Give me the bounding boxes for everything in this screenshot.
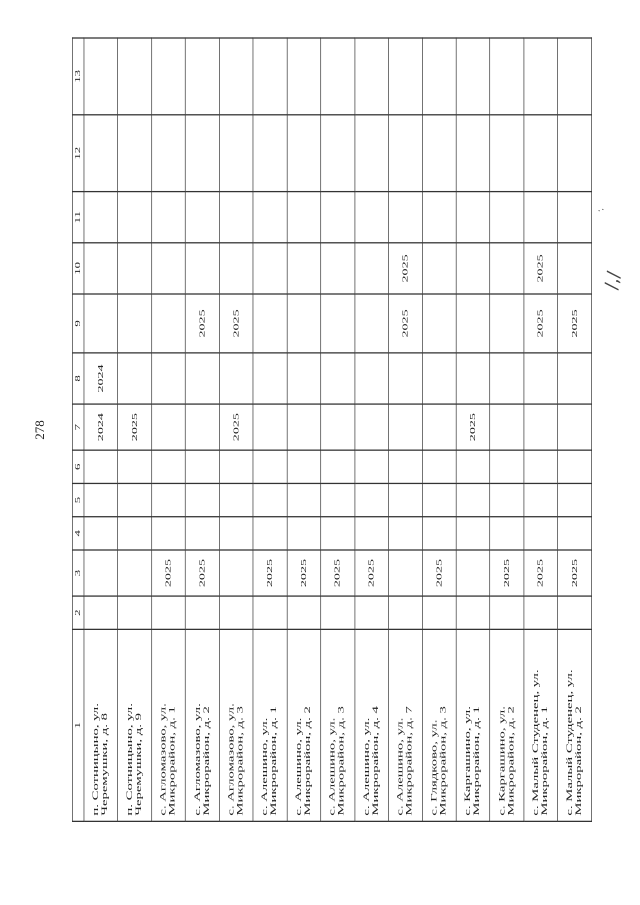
year-cell: 2025 [253,550,287,596]
year-cell: 2025 [524,243,558,294]
year-cell [219,243,253,294]
year-cell [287,596,321,629]
year-cell [185,243,219,294]
year-cell [321,404,355,450]
year-cell [456,38,490,115]
year-cell [152,243,186,294]
year-cell: 2025 [219,404,253,450]
year-cell [490,294,524,353]
year-cell [524,115,558,192]
address-cell: с. Агломазово, ул. Микрорайон, д. 2 [185,629,219,821]
year-cell [389,596,423,629]
year-cell [287,353,321,404]
address-cell: с. Каргашино, ул. Микрорайон, д. 1 [456,629,490,821]
year-cell [152,517,186,550]
year-cell [321,353,355,404]
address-cell: с. Алешино, ул. Микрорайон, д. 1 [253,629,287,821]
table-row [152,38,186,821]
year-cell [422,192,456,243]
year-cell [355,192,389,243]
address-cell: п. Сотницыно, ул. Черемушки, д. 8 [84,629,118,821]
column-header: 9 [72,294,84,353]
year-cell [456,192,490,243]
year-cell [253,517,287,550]
address-cell: с. Алешино, ул. Микрорайон, д. 2 [287,629,321,821]
year-cell [84,38,118,115]
year-cell [355,243,389,294]
year-cell [456,243,490,294]
year-cell [84,192,118,243]
address-cell: с. Малый Студенец, ул. Микрорайон, д. 1 [524,629,558,821]
year-cell [490,192,524,243]
column-header: 6 [72,450,84,483]
year-cell: 2025 [118,404,152,450]
table-header-row [72,38,84,821]
year-cell [152,596,186,629]
year-cell [490,450,524,483]
year-cell [355,294,389,353]
year-cell [185,38,219,115]
year-cell [287,38,321,115]
year-cell [456,550,490,596]
year-cell [456,450,490,483]
year-cell [152,353,186,404]
year-cell [355,483,389,516]
year-cell [355,450,389,483]
page-number: 278 [32,420,47,440]
year-cell: 2025 [490,550,524,596]
year-cell [185,450,219,483]
year-cell [524,192,558,243]
year-cell [253,404,287,450]
year-cell [219,38,253,115]
year-cell [287,115,321,192]
column-header: 3 [72,550,84,596]
year-cell [321,294,355,353]
year-cell [185,404,219,450]
year-cell [253,38,287,115]
year-cell [152,483,186,516]
year-cell [524,404,558,450]
year-cell [355,517,389,550]
year-cell [287,450,321,483]
year-cell [389,115,423,192]
year-cell [219,115,253,192]
year-cell [253,450,287,483]
year-cell [389,192,423,243]
year-cell [558,115,592,192]
year-cell [321,450,355,483]
column-header: 8 [72,353,84,404]
year-cell [118,192,152,243]
year-cell [287,243,321,294]
year-cell [422,517,456,550]
year-cell [253,483,287,516]
year-cell [422,294,456,353]
year-cell [558,38,592,115]
year-cell [422,38,456,115]
table-row [389,38,423,821]
year-cell [355,38,389,115]
year-cell [389,404,423,450]
year-cell [422,243,456,294]
year-cell [118,115,152,192]
year-cell [185,517,219,550]
year-cell: 2025 [389,294,423,353]
year-cell [219,192,253,243]
year-cell [84,596,118,629]
year-cell [118,550,152,596]
year-cell [490,38,524,115]
year-cell: 2025 [422,550,456,596]
table-row [84,38,118,821]
year-cell [118,353,152,404]
column-header: 5 [72,483,84,516]
year-cell [389,450,423,483]
column-header: 11 [72,192,84,243]
year-cell [185,483,219,516]
year-cell: 2025 [185,294,219,353]
year-cell [321,115,355,192]
year-cell [253,294,287,353]
year-cell [84,517,118,550]
rotated-table-container [72,39,592,822]
year-cell [422,353,456,404]
table-row [287,38,321,821]
table-row [219,38,253,821]
year-cell [389,550,423,596]
year-cell [219,483,253,516]
year-cell [287,192,321,243]
year-cell [219,517,253,550]
year-cell: 2025 [152,550,186,596]
address-cell: с. Агломазово, ул. Микрорайон, д. 1 [152,629,186,821]
table-row [524,38,558,821]
year-cell [84,550,118,596]
year-cell [185,353,219,404]
scan-mark: ·. [595,205,607,215]
year-cell [152,294,186,353]
table-row [321,38,355,821]
year-cell: 2025 [355,550,389,596]
handwritten-mark: /,/ [601,269,625,292]
year-cell [422,596,456,629]
table-row [355,38,389,821]
year-cell [185,115,219,192]
year-cell [287,294,321,353]
year-cell [524,450,558,483]
year-cell [84,450,118,483]
year-cell: 2025 [524,550,558,596]
year-cell [287,517,321,550]
year-cell [456,596,490,629]
year-cell: 2025 [456,404,490,450]
year-cell [490,115,524,192]
year-cell [152,38,186,115]
year-cell: 2025 [219,294,253,353]
year-cell: 2024 [84,353,118,404]
year-cell [490,596,524,629]
year-cell: 2025 [558,294,592,353]
year-cell [389,353,423,404]
year-cell [321,517,355,550]
year-cell [287,483,321,516]
year-cell [185,596,219,629]
year-cell [152,450,186,483]
address-cell: с. Каргашино, ул. Микрорайон, д. 2 [490,629,524,821]
year-cell [490,243,524,294]
column-header: 2 [72,596,84,629]
year-cell [456,517,490,550]
year-cell [558,192,592,243]
year-cell [524,38,558,115]
column-header: 7 [72,404,84,450]
address-cell: п. Сотницыно, ул. Черемушки, д. 9 [118,629,152,821]
year-cell [558,483,592,516]
year-cell [456,115,490,192]
year-cell [118,243,152,294]
year-cell [422,115,456,192]
column-header: 1 [72,629,84,821]
year-cell [219,353,253,404]
year-cell: 2025 [185,550,219,596]
year-cell: 2025 [558,550,592,596]
year-cell [422,483,456,516]
address-cell: с. Агломазово, ул. Микрорайон, д. 3 [219,629,253,821]
year-cell [490,353,524,404]
year-cell [524,483,558,516]
address-cell: с. Глядково, ул. Микрорайон, д. 3 [422,629,456,821]
year-cell [118,294,152,353]
year-cell: 2025 [321,550,355,596]
year-cell [389,517,423,550]
year-cell [321,38,355,115]
year-cell: 2025 [287,550,321,596]
year-cell [524,517,558,550]
year-cell [524,596,558,629]
year-cell [355,596,389,629]
year-cell [422,404,456,450]
column-header: 12 [72,115,84,192]
year-cell [389,483,423,516]
year-cell [219,596,253,629]
column-header: 10 [72,243,84,294]
address-cell: с. Алешино, ул. Микрорайон, д. 4 [355,629,389,821]
year-cell [389,38,423,115]
year-cell [118,596,152,629]
year-cell: 2025 [389,243,423,294]
table-row [118,38,152,821]
year-cell [490,404,524,450]
table-row [490,38,524,821]
year-cell [558,404,592,450]
year-cell [152,115,186,192]
year-cell: 2024 [84,404,118,450]
year-cell [84,294,118,353]
year-cell [152,404,186,450]
year-cell [321,243,355,294]
year-cell [355,404,389,450]
year-cell [219,450,253,483]
year-cell [321,483,355,516]
address-cell: с. Малый Студенец, ул. Микрорайон, д. 2 [558,629,592,821]
year-cell [355,115,389,192]
year-cell [253,115,287,192]
year-cell [84,483,118,516]
year-cell [558,243,592,294]
year-cell [253,192,287,243]
address-cell: с. Алешино, ул. Микрорайон, д. 7 [389,629,423,821]
year-cell [490,483,524,516]
year-cell [456,353,490,404]
year-cell [490,517,524,550]
year-cell [118,38,152,115]
year-cell [118,450,152,483]
year-cell [355,353,389,404]
year-cell [118,517,152,550]
year-cell [321,192,355,243]
address-cell: с. Алешино, ул. Микрорайон, д. 3 [321,629,355,821]
schedule-table [72,37,592,822]
year-cell [321,596,355,629]
year-cell [84,243,118,294]
year-cell [287,404,321,450]
year-cell [456,483,490,516]
year-cell [524,353,558,404]
year-cell [558,517,592,550]
year-cell [253,243,287,294]
year-cell [185,192,219,243]
year-cell [558,596,592,629]
table-row [558,38,592,821]
year-cell [558,353,592,404]
year-cell [152,192,186,243]
year-cell [118,483,152,516]
year-cell: 2025 [524,294,558,353]
year-cell [558,450,592,483]
table-row [253,38,287,821]
year-cell [253,353,287,404]
table-row [185,38,219,821]
year-cell [456,294,490,353]
year-cell [422,450,456,483]
year-cell [219,550,253,596]
year-cell [253,596,287,629]
year-cell [84,115,118,192]
column-header: 13 [72,38,84,115]
column-header: 4 [72,517,84,550]
table-row [456,38,490,821]
table-row [422,38,456,821]
